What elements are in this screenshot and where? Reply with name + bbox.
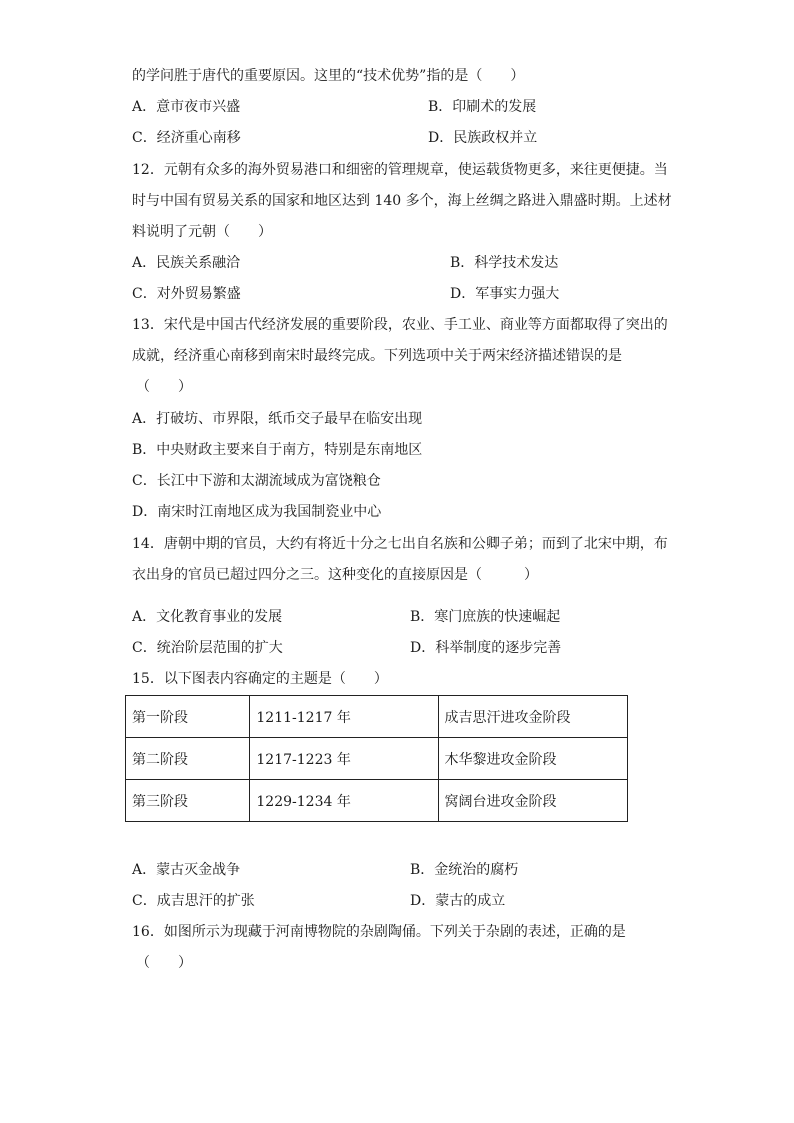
q11-option-a[interactable]: A．意市夜市兴盛 [132,99,241,115]
q12-option-a[interactable]: A．民族关系融洽 [132,255,241,271]
q13-stem-line-2: 成就，经济重心南移到南宋时最终完成。下列选项中关于两宋经济描述错误的是 [132,348,622,364]
q13-option-d[interactable]: D．南宋时江南地区成为我国制瓷业中心 [132,504,382,520]
q11-option-d[interactable]: D．民族政权并立 [428,130,538,146]
q11-option-b[interactable]: B．印刷术的发展 [428,99,537,115]
table-row [126,696,628,738]
q12-option-c[interactable]: C．对外贸易繁盛 [132,286,241,302]
table-cell: 1217-1223 年 [250,738,438,780]
table-cell: 1229-1234 年 [250,780,438,822]
q15-option-b[interactable]: B．金统治的腐朽 [410,862,519,878]
q15-option-c[interactable]: C．成吉思汗的扩张 [132,893,255,909]
table-cell: 1211-1217 年 [250,696,438,738]
q15-stage-table [125,695,628,822]
table-cell: 第二阶段 [126,738,250,780]
q13-option-b[interactable]: B．中央财政主要来自于南方，特别是东南地区 [132,442,423,458]
q12-option-b[interactable]: B．科学技术发达 [450,255,559,271]
q14-option-d[interactable]: D．科举制度的逐步完善 [410,640,562,656]
q16-stem-line-2: （ ） [136,955,192,971]
q13-stem-line-1: 13．宋代是中国古代经济发展的重要阶段，农业、手工业、商业等方面都取得了突出的 [132,317,668,333]
q14-stem-line-2: 衣出身的官员已超过四分之三。这种变化的直接原因是（ ） [132,567,538,583]
q13-option-c[interactable]: C．长江中下游和太湖流域成为富饶粮仓 [132,473,381,489]
q15-option-d[interactable]: D．蒙古的成立 [410,893,506,909]
q12-stem-line-2: 时与中国有贸易关系的国家和地区达到 140 多个，海上丝绸之路进入鼎盛时期。上述材 [132,193,672,209]
table-cell: 成吉思汗进攻金阶段 [438,696,627,738]
q13-option-a[interactable]: A．打破坊、市界限，纸币交子最早在临安出现 [132,411,423,427]
q14-stem-line-1: 14．唐朝中期的官员，大约有将近十分之七出自名族和公卿子弟；而到了北宋中期，布 [132,536,668,552]
q14-option-a[interactable]: A．文化教育事业的发展 [132,609,283,625]
q16-stem-line-1: 16．如图所示为现藏于河南博物院的杂剧陶俑。下列关于杂剧的表述，正确的是 [132,924,626,940]
q11-stem-tail: 的学问胜于唐代的重要原因。这里的“技术优势”指的是（ ） [132,68,525,84]
q14-option-b[interactable]: B．寒门庶族的快速崛起 [410,609,561,625]
table-row [126,780,628,822]
table-row [126,738,628,780]
q12-option-d[interactable]: D．军事实力强大 [450,286,560,302]
q14-option-c[interactable]: C．统治阶层范围的扩大 [132,640,283,656]
q15-stem: 15．以下图表内容确定的主题是（ ） [132,671,388,687]
q12-stem-line-3: 料说明了元朝（ ） [132,224,272,240]
q12-stem-line-1: 12．元朝有众多的海外贸易港口和细密的管理规章，使运载货物更多，来往更便捷。当 [132,162,668,178]
table-cell: 第三阶段 [126,780,250,822]
table-cell: 窝阔台进攻金阶段 [438,780,627,822]
table-cell: 第一阶段 [126,696,250,738]
table-cell: 木华黎进攻金阶段 [438,738,627,780]
q15-option-a[interactable]: A．蒙古灭金战争 [132,862,241,878]
q13-stem-line-3: （ ） [136,379,192,395]
q11-option-c[interactable]: C．经济重心南移 [132,130,241,146]
